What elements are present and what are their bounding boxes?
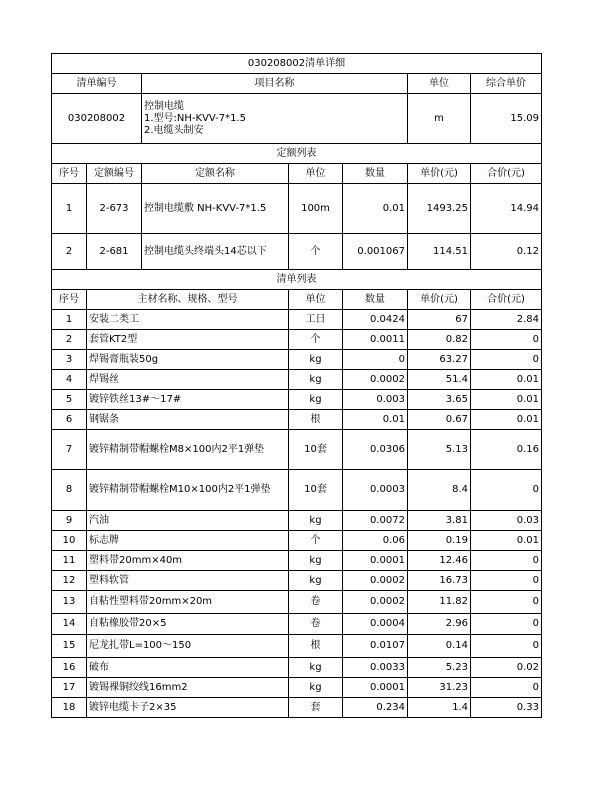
- bill-code: 030208002: [52, 94, 142, 144]
- material-no: 9: [52, 511, 87, 531]
- material-price: 63.27: [408, 350, 471, 370]
- material-price: 8.4: [408, 470, 471, 511]
- material-no: 12: [52, 571, 87, 591]
- material-qty: 0.003: [343, 390, 408, 410]
- material-name: 破布: [87, 658, 289, 678]
- material-name: 塑料软管: [87, 571, 289, 591]
- material-name: 焊锡膏瓶装50g: [87, 350, 289, 370]
- material-row: [52, 370, 542, 390]
- material-no: 2: [52, 330, 87, 350]
- material-name: 套管KT2型: [87, 330, 289, 350]
- material-no: 17: [52, 678, 87, 698]
- material-unit: 卷: [289, 591, 343, 614]
- material-qty: 0.0002: [343, 571, 408, 591]
- quota-unit: 100m: [289, 184, 343, 234]
- material-no: 8: [52, 470, 87, 511]
- material-row: [52, 410, 542, 430]
- quota-code-header: 定额编号: [87, 164, 142, 184]
- bill-price: 15.09: [471, 94, 542, 144]
- material-total: 0: [471, 551, 542, 571]
- quota-no: 1: [52, 184, 87, 234]
- material-qty: 0.0072: [343, 511, 408, 531]
- quota-price-header: 单价(元): [408, 164, 471, 184]
- bill-name-line: 1.型号:NH-KVV-7*1.5: [144, 112, 247, 124]
- material-unit: kg: [289, 551, 343, 571]
- material-qty: 0.0001: [343, 551, 408, 571]
- material-total: 0: [471, 330, 542, 350]
- material-unit-header: 单位: [289, 290, 343, 310]
- bill-unit: m: [408, 94, 471, 144]
- material-price: 3.81: [408, 511, 471, 531]
- material-no: 11: [52, 551, 87, 571]
- material-total: 0.01: [471, 390, 542, 410]
- material-unit: kg: [289, 658, 343, 678]
- material-qty-header: 数量: [343, 290, 408, 310]
- material-name: 汽油: [87, 511, 289, 531]
- material-price: 67: [408, 310, 471, 330]
- material-row: [52, 511, 542, 531]
- quota-section-row: [52, 144, 542, 164]
- material-qty: 0.01: [343, 410, 408, 430]
- material-unit: 根: [289, 410, 343, 430]
- quota-name: 控制电缆头终端头14芯以下: [142, 234, 289, 270]
- material-unit: 根: [289, 635, 343, 658]
- quota-name-header: 定额名称: [142, 164, 289, 184]
- material-unit: 10套: [289, 470, 343, 511]
- title-row: [52, 54, 542, 74]
- material-no: 14: [52, 614, 87, 635]
- material-qty: 0.0306: [343, 430, 408, 470]
- quota-price: 1493.25: [408, 184, 471, 234]
- bill-code-header: 清单编号: [52, 74, 142, 94]
- quota-no: 2: [52, 234, 87, 270]
- material-row: [52, 350, 542, 370]
- material-qty: 0.0107: [343, 635, 408, 658]
- material-no: 4: [52, 370, 87, 390]
- material-row: [52, 591, 542, 614]
- quota-section-title: 定额列表: [52, 144, 542, 164]
- quota-unit-header: 单位: [289, 164, 343, 184]
- material-qty: 0.0003: [343, 470, 408, 511]
- bill-row: [52, 94, 542, 144]
- quota-name: 控制电缆敷 NH-KVV-7*1.5: [142, 184, 289, 234]
- material-unit: kg: [289, 370, 343, 390]
- material-price: 0.14: [408, 635, 471, 658]
- material-unit: 个: [289, 531, 343, 551]
- material-name: 安装二类工: [87, 310, 289, 330]
- quota-row: [52, 234, 542, 270]
- quota-total: 0.12: [471, 234, 542, 270]
- material-no-header: 序号: [52, 290, 87, 310]
- bill-header-row: [52, 74, 542, 94]
- quota-qty-header: 数量: [343, 164, 408, 184]
- material-name: 尼龙扎带L=100～150: [87, 635, 289, 658]
- material-no: 6: [52, 410, 87, 430]
- material-total: 0.33: [471, 698, 542, 718]
- material-price: 0.19: [408, 531, 471, 551]
- material-no: 18: [52, 698, 87, 718]
- material-unit: kg: [289, 390, 343, 410]
- material-price-header: 单价(元): [408, 290, 471, 310]
- material-total: 2.84: [471, 310, 542, 330]
- quota-unit: 个: [289, 234, 343, 270]
- quota-total: 14.94: [471, 184, 542, 234]
- material-row: [52, 614, 542, 635]
- material-row: [52, 470, 542, 511]
- material-qty: 0: [343, 350, 408, 370]
- material-unit: 10套: [289, 430, 343, 470]
- material-name: 自粘橡胶带20×5: [87, 614, 289, 635]
- material-name: 镀锌精制带帽螺栓M8×100内2平1弹垫: [87, 430, 289, 470]
- bill-name-line: 控制电缆: [144, 100, 184, 112]
- bill-price-header: 综合单价: [471, 74, 542, 94]
- material-row: [52, 698, 542, 718]
- bill-name-header: 项目名称: [142, 74, 408, 94]
- material-unit: 套: [289, 698, 343, 718]
- material-price: 0.82: [408, 330, 471, 350]
- material-row: [52, 310, 542, 330]
- material-total: 0.16: [471, 430, 542, 470]
- quota-code: 2-681: [87, 234, 142, 270]
- material-price: 12.46: [408, 551, 471, 571]
- material-price: 1.4: [408, 698, 471, 718]
- material-header-row: [52, 290, 542, 310]
- material-price: 0.67: [408, 410, 471, 430]
- material-name: 镀锌精制带帽螺栓M10×100内2平1弹垫: [87, 470, 289, 511]
- bill-name: [142, 94, 408, 144]
- material-name: 镀锡裸铜绞线16mm2: [87, 678, 289, 698]
- material-no: 7: [52, 430, 87, 470]
- material-unit: 工日: [289, 310, 343, 330]
- material-total: 0: [471, 591, 542, 614]
- quota-qty: 0.01: [343, 184, 408, 234]
- material-qty: 0.0033: [343, 658, 408, 678]
- quota-row: [52, 184, 542, 234]
- material-qty: 0.234: [343, 698, 408, 718]
- material-name: 焊锡丝: [87, 370, 289, 390]
- material-row: [52, 551, 542, 571]
- material-section-row: [52, 270, 542, 290]
- material-total: 0: [471, 614, 542, 635]
- material-row: [52, 678, 542, 698]
- material-name: 自粘性塑料带20mm×20m: [87, 591, 289, 614]
- material-unit: 卷: [289, 614, 343, 635]
- material-qty: 0.0011: [343, 330, 408, 350]
- material-price: 51.4: [408, 370, 471, 390]
- material-price: 5.23: [408, 658, 471, 678]
- material-row: [52, 658, 542, 678]
- material-total: 0.01: [471, 410, 542, 430]
- material-row: [52, 635, 542, 658]
- material-unit: 个: [289, 330, 343, 350]
- material-no: 13: [52, 591, 87, 614]
- table-title: 030208002清单详细: [52, 54, 542, 74]
- material-total: 0.01: [471, 370, 542, 390]
- material-price: 16.73: [408, 571, 471, 591]
- material-price: 2.96: [408, 614, 471, 635]
- material-no: 10: [52, 531, 87, 551]
- material-qty: 0.0002: [343, 370, 408, 390]
- material-unit: kg: [289, 511, 343, 531]
- material-row: [52, 390, 542, 410]
- quota-price: 114.51: [408, 234, 471, 270]
- material-name: 镀锌电缆卡子2×35: [87, 698, 289, 718]
- material-name-header: 主材名称、规格、型号: [87, 290, 289, 310]
- material-price: 11.82: [408, 591, 471, 614]
- material-total: 0: [471, 470, 542, 511]
- material-qty: 0.06: [343, 531, 408, 551]
- quota-code: 2-673: [87, 184, 142, 234]
- material-row: [52, 531, 542, 551]
- material-unit: kg: [289, 678, 343, 698]
- material-name: 钢锯条: [87, 410, 289, 430]
- material-total: 0.01: [471, 531, 542, 551]
- quota-qty: 0.001067: [343, 234, 408, 270]
- quota-no-header: 序号: [52, 164, 87, 184]
- material-no: 3: [52, 350, 87, 370]
- material-qty: 0.0002: [343, 591, 408, 614]
- material-total: 0: [471, 678, 542, 698]
- material-price: 5.13: [408, 430, 471, 470]
- material-price: 31.23: [408, 678, 471, 698]
- material-no: 1: [52, 310, 87, 330]
- material-total: 0: [471, 635, 542, 658]
- material-unit: kg: [289, 571, 343, 591]
- bill-detail-table: [51, 53, 542, 718]
- material-row: [52, 430, 542, 470]
- material-total: 0: [471, 571, 542, 591]
- material-no: 5: [52, 390, 87, 410]
- material-total: 0: [471, 350, 542, 370]
- material-qty: 0.0001: [343, 678, 408, 698]
- bill-name-line: 2.电缆头制安: [144, 124, 204, 136]
- material-total-header: 合价(元): [471, 290, 542, 310]
- material-name: 塑料带20mm×40m: [87, 551, 289, 571]
- material-total: 0.02: [471, 658, 542, 678]
- bill-unit-header: 单位: [408, 74, 471, 94]
- material-total: 0.03: [471, 511, 542, 531]
- material-no: 16: [52, 658, 87, 678]
- material-price: 3.65: [408, 390, 471, 410]
- material-unit: kg: [289, 350, 343, 370]
- material-name: 镀锌铁丝13#～17#: [87, 390, 289, 410]
- material-no: 15: [52, 635, 87, 658]
- material-qty: 0.0424: [343, 310, 408, 330]
- material-row: [52, 330, 542, 350]
- material-name: 标志牌: [87, 531, 289, 551]
- quota-total-header: 合价(元): [471, 164, 542, 184]
- material-qty: 0.0004: [343, 614, 408, 635]
- quota-header-row: [52, 164, 542, 184]
- material-row: [52, 571, 542, 591]
- material-section-title: 清单列表: [52, 270, 542, 290]
